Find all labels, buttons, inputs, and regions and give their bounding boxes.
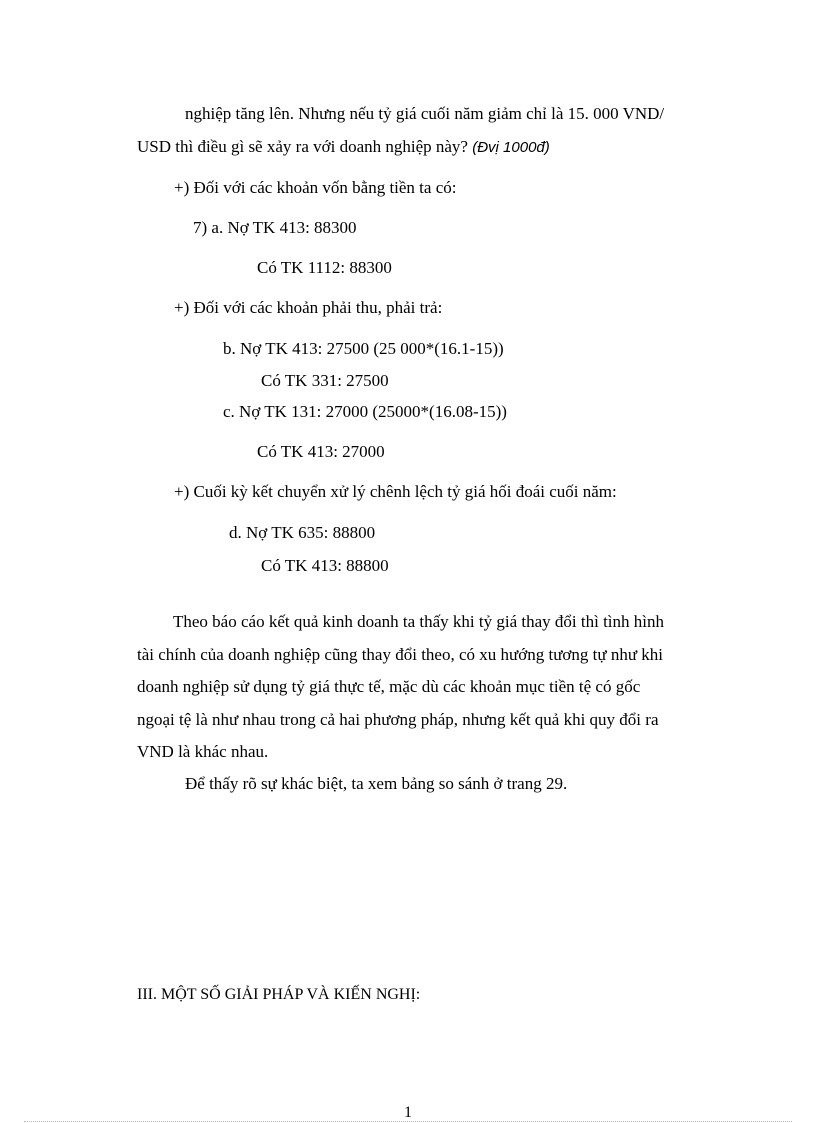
conclusion-line-4: ngoại tệ là như nhau trong cả hai phương pháp, nhưng kết quả khi quy đổi ra: [137, 710, 659, 729]
conclusion-line-3: doanh nghiệp sử dụng tỷ giá thực tế, mặc dù các khoản mục tiền tệ có gốc: [137, 677, 641, 696]
conclusion-line-5: VND là khác nhau.: [137, 742, 269, 761]
page-number: 1: [404, 1104, 412, 1121]
conclusion-line-1: [173, 612, 730, 632]
footer-divider: [24, 1121, 792, 1122]
section-title: III. MỘT SỐ GIẢI PHÁP VÀ KIẾN NGHỊ:: [137, 986, 421, 1003]
entry-d-debit: d. Nợ TK 635: 88800: [229, 523, 376, 542]
entry-c-debit: c. Nợ TK 131: 27000 (25000*(16.08-15)): [223, 402, 507, 421]
receivables-heading: +) Đối với các khoản phải thu, phải trả:: [174, 298, 443, 317]
intro-line-2-text: USD thì điều gì sẽ xảy ra với doanh nghiệp này?: [137, 137, 468, 156]
intro-line-1: [185, 104, 730, 124]
conclusion-line-1-text: Theo báo cáo kết quả kinh doanh ta thấy khi tỷ giá thay đổi thì tình hình: [173, 612, 665, 631]
entry-c-credit: Có TK 413: 27000: [257, 442, 385, 461]
intro-line-1-text: nghiệp tăng lên. Nhưng nếu tỷ giá cuối năm giảm chỉ là 15. 000 VND/: [185, 104, 665, 123]
entry-d-credit: Có TK 413: 88800: [261, 556, 389, 575]
entry-b-credit: Có TK 331: 27500: [261, 371, 389, 390]
unit-note: (Đvị 1000đ): [472, 139, 550, 156]
intro-line-2: [137, 137, 550, 158]
entry-7a-credit: Có TK 1112: 88300: [257, 258, 392, 277]
comparison-reference: Để thấy rõ sự khác biệt, ta xem bảng so sánh ở trang 29.: [185, 774, 568, 793]
entry-b-debit: b. Nợ TK 413: 27500 (25 000*(16.1-15)): [223, 339, 504, 358]
capital-heading: +) Đối với các khoản vốn bằng tiền ta có:: [174, 178, 457, 197]
entry-7a-debit: 7) a. Nợ TK 413: 88300: [193, 218, 357, 237]
conclusion-line-2: tài chính của doanh nghiệp cũng thay đổi theo, có xu hướng tương tự như khi: [137, 645, 664, 664]
period-end-heading: +) Cuối kỳ kết chuyển xử lý chênh lệch tỷ giá hối đoái cuối năm:: [174, 482, 617, 501]
